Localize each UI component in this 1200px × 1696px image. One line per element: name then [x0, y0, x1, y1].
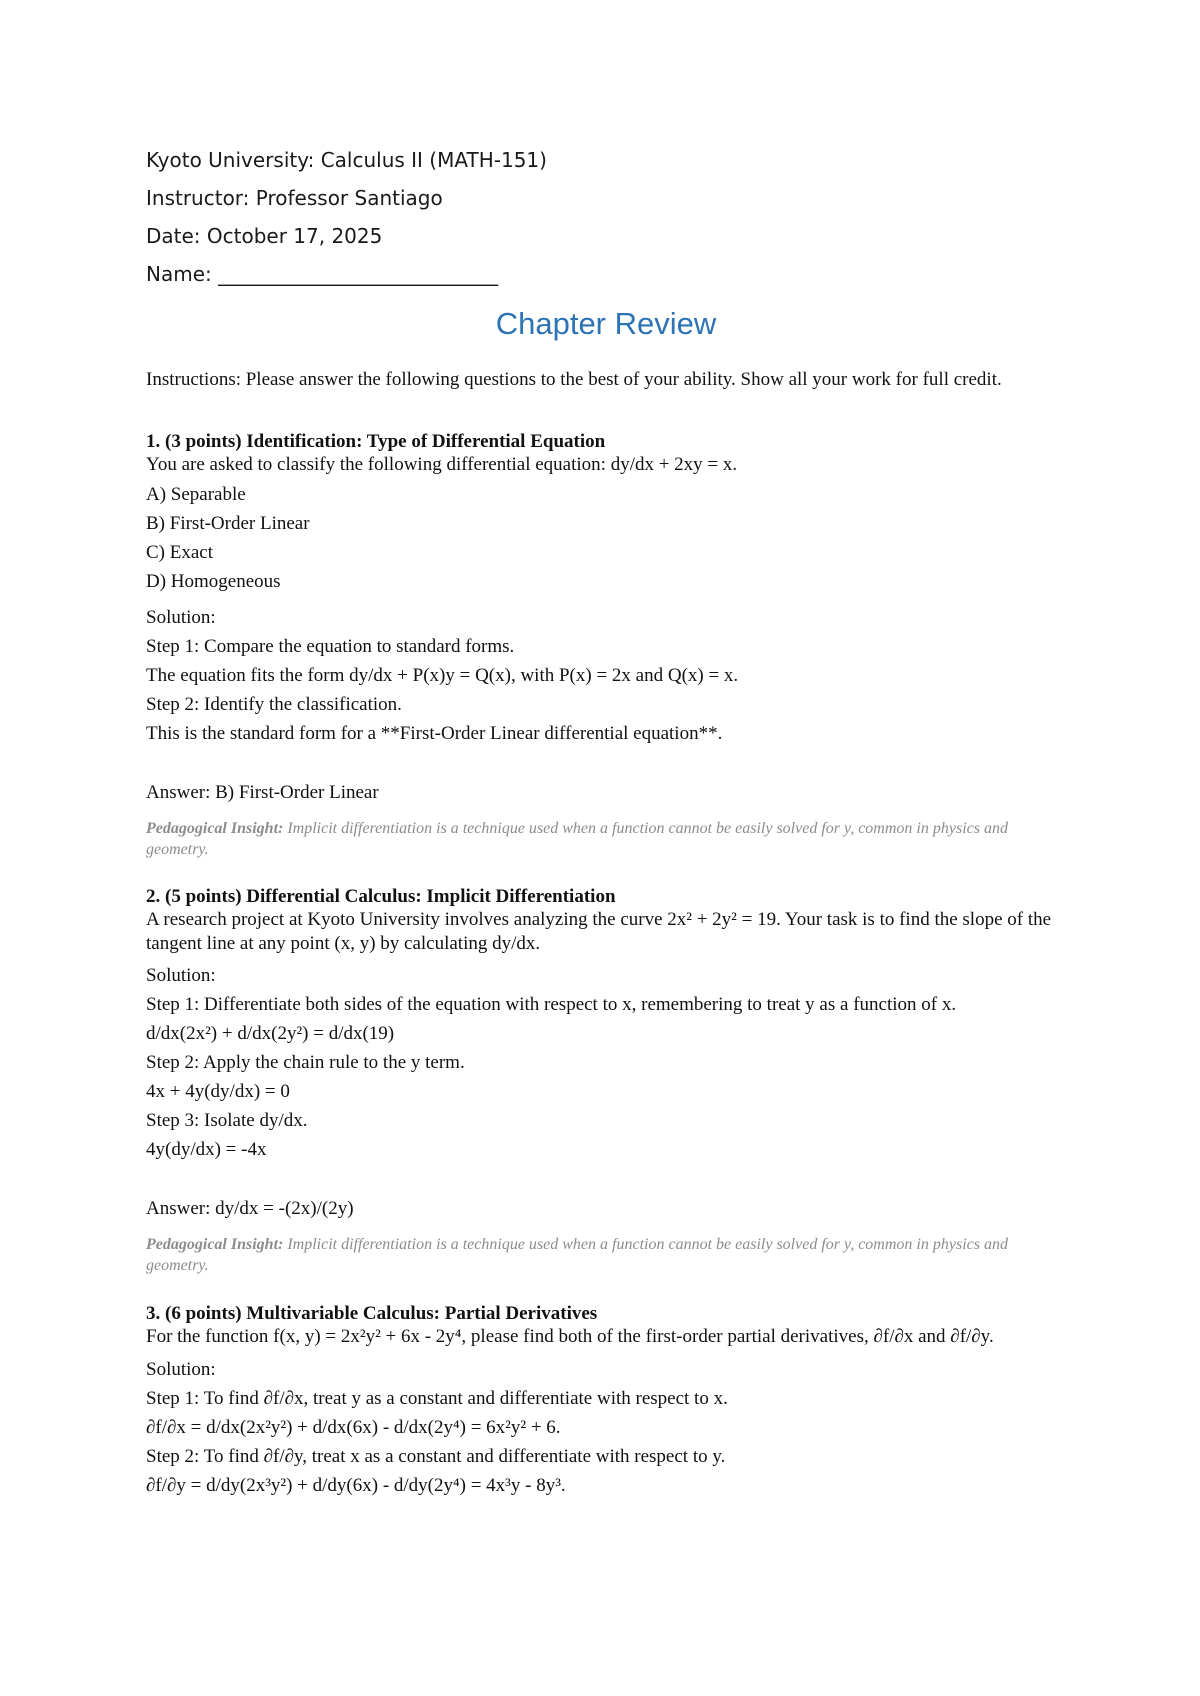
- q2-step: Step 3: Isolate dy/dx.: [146, 1110, 308, 1131]
- q1-option-d: D) Homogeneous: [146, 571, 281, 592]
- insight-text: Implicit differentiation is a technique used when a function cannot be easily solved for y, common in physics and geometry.: [146, 820, 1008, 858]
- q1-option-a: A) Separable: [146, 484, 246, 505]
- name-line: Name: ____________________________: [146, 262, 499, 286]
- q2-step: 4y(dy/dx) = -4x: [146, 1139, 267, 1160]
- q3-step: ∂f/∂x = d/dx(2x²y²) + d/dx(6x) - d/dx(2y⁴) = 6x²y² + 6.: [146, 1417, 561, 1438]
- q2-prompt: A research project at Kyoto University involves analyzing the curve 2x² + 2y² = 19. Your task is to find the slope of the tangent line at any point (x, y) by calculating dy/dx.: [146, 909, 1052, 954]
- q3-solution-label: Solution:: [146, 1359, 216, 1380]
- q2-step: 4x + 4y(dy/dx) = 0: [146, 1081, 290, 1102]
- q1-option-c: C) Exact: [146, 542, 214, 563]
- q3-prompt: For the function f(x, y) = 2x²y² + 6x - 2y⁴, please find both of the first-order partial derivatives, ∂f/∂x and ∂f/∂y.: [146, 1326, 994, 1347]
- q3-heading: 3. (6 points) Multivariable Calculus: Partial Derivatives: [146, 1303, 598, 1324]
- q2-step: Step 2: Apply the chain rule to the y term.: [146, 1052, 465, 1073]
- date-line: Date: October 17, 2025: [146, 224, 383, 248]
- q1-step: The equation fits the form dy/dx + P(x)y = Q(x), with P(x) = 2x and Q(x) = x.: [146, 665, 739, 686]
- q1-step: Step 2: Identify the classification.: [146, 694, 402, 715]
- q3-step: ∂f/∂y = d/dy(2x³y²) + d/dy(6x) - d/dy(2y⁴) = 4x³y - 8y³.: [146, 1475, 566, 1496]
- q1-insight: [146, 818, 1056, 860]
- q1-prompt: You are asked to classify the following differential equation: dy/dx + 2xy = x.: [146, 454, 738, 475]
- q2-solution-label: Solution:: [146, 965, 216, 986]
- instructions: Instructions: Please answer the following questions to the best of your ability. Show all your work for full credit.: [146, 369, 1002, 390]
- q3-step: Step 2: To find ∂f/∂y, treat x as a constant and differentiate with respect to y.: [146, 1446, 726, 1467]
- q3-step: Step 1: To find ∂f/∂x, treat y as a constant and differentiate with respect to x.: [146, 1388, 728, 1409]
- q1-heading: 1. (3 points) Identification: Type of Differential Equation: [146, 431, 606, 452]
- q1-answer: Answer: B) First-Order Linear: [146, 782, 379, 803]
- course-line: Kyoto University: Calculus II (MATH-151): [146, 148, 547, 172]
- q2-insight: [146, 1234, 1056, 1276]
- q1-solution-label: Solution:: [146, 607, 216, 628]
- insight-label: Pedagogical Insight:: [146, 1236, 284, 1253]
- instructor-line: Instructor: Professor Santiago: [146, 186, 443, 210]
- insight-text: Implicit differentiation is a technique used when a function cannot be easily solved for y, common in physics and geometry.: [146, 1236, 1008, 1274]
- q2-heading: 2. (5 points) Differential Calculus: Implicit Differentiation: [146, 886, 616, 907]
- q2-step: Step 1: Differentiate both sides of the equation with respect to x, remembering to treat y as a function of x.: [146, 994, 957, 1015]
- page-title: Chapter Review: [495, 306, 717, 341]
- q1-step: This is the standard form for a **First-Order Linear differential equation**.: [146, 723, 723, 744]
- q2-answer: Answer: dy/dx = -(2x)/(2y): [146, 1198, 354, 1219]
- insight-label: Pedagogical Insight:: [146, 820, 284, 837]
- q1-option-b: B) First-Order Linear: [146, 513, 310, 534]
- q1-step: Step 1: Compare the equation to standard forms.: [146, 636, 515, 657]
- q2-step: d/dx(2x²) + d/dx(2y²) = d/dx(19): [146, 1023, 395, 1044]
